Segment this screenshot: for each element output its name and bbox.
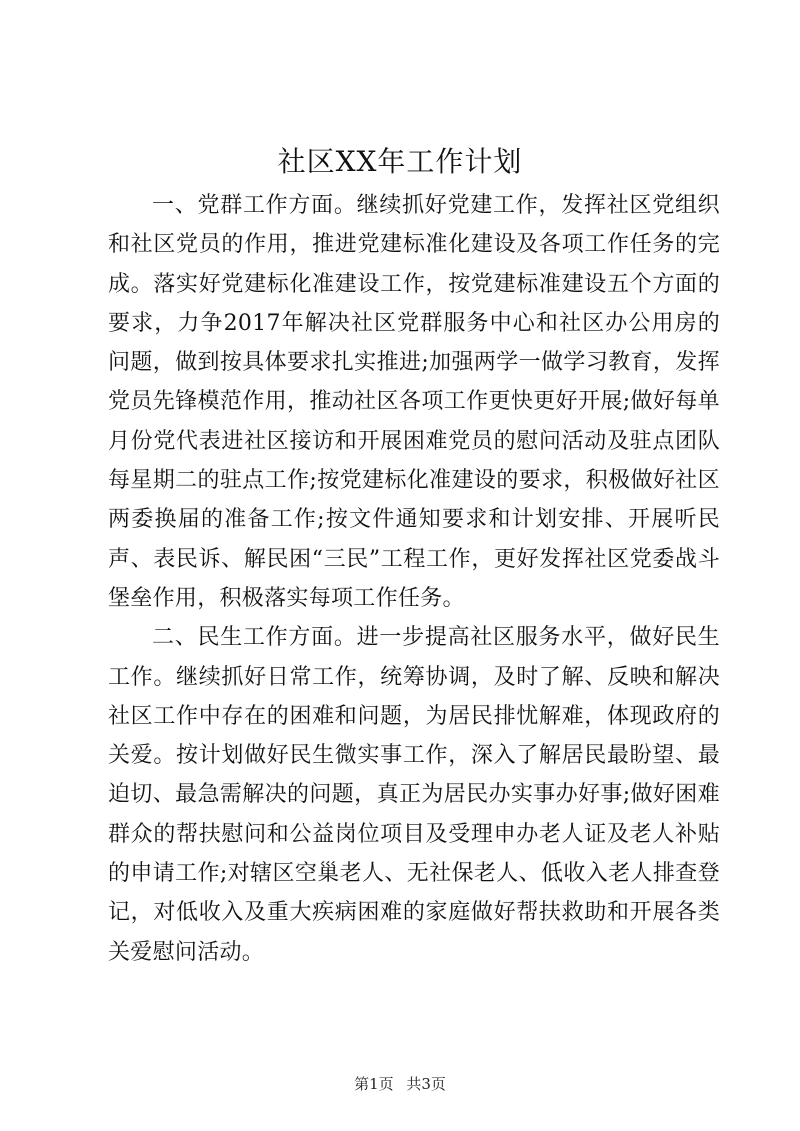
page-title: 社区XX年工作计划 [277, 145, 523, 178]
page-number: 第1页 [354, 1075, 394, 1093]
document-body [108, 186, 720, 972]
paragraph-livelihood-work: 二、民生工作方面。进一步提高社区服务水平，做好民生工作。继续抓好日常工作，统筹协调，及时了解、反映和解决社区工作中存在的困难和问题，为居民排忧解难，体现政府的关爱。按计划做好民生微实事工作，深入了解居民最盼望、最迫切、最急需解决的问题，真正为居民办实事办好事;做好困难群众的帮扶慰问和公益岗位项目及受理申办老人证及老人补贴的申请工作;对辖区空巢老人、无社保老人、低收入老人排查登记，对低收入及重大疾病困难的家庭做好帮扶救助和开展各类关爱慰问活动。 [108, 625, 720, 965]
page-total: 共3页 [406, 1075, 446, 1093]
page-footer [0, 1074, 800, 1094]
paragraph-party-work: 一、党群工作方面。继续抓好党建工作，发挥社区党组织和社区党员的作用，推进党建标准化建设及各项工作任务的完成。落实好党建标化准建设工作，按党建标准建设五个方面的要求，力争2017年解决社区党群服务中心和社区办公用房的问题，做到按具体要求扎实推进;加强两学一做学习教育，发挥党员先锋模范作用，推动社区各项工作更快更好开展;做好每单月份党代表进社区接访和开展困难党员的慰问活动及驻点团队每星期二的驻点工作;按党建标化准建设的要求，积极做好社区两委换届的准备工作;按文件通知要求和计划安排、开展听民声、表民诉、解民困“三民”工程工作，更好发挥社区党委战斗堡垒作用，积极落实每项工作任务。 [108, 193, 720, 611]
